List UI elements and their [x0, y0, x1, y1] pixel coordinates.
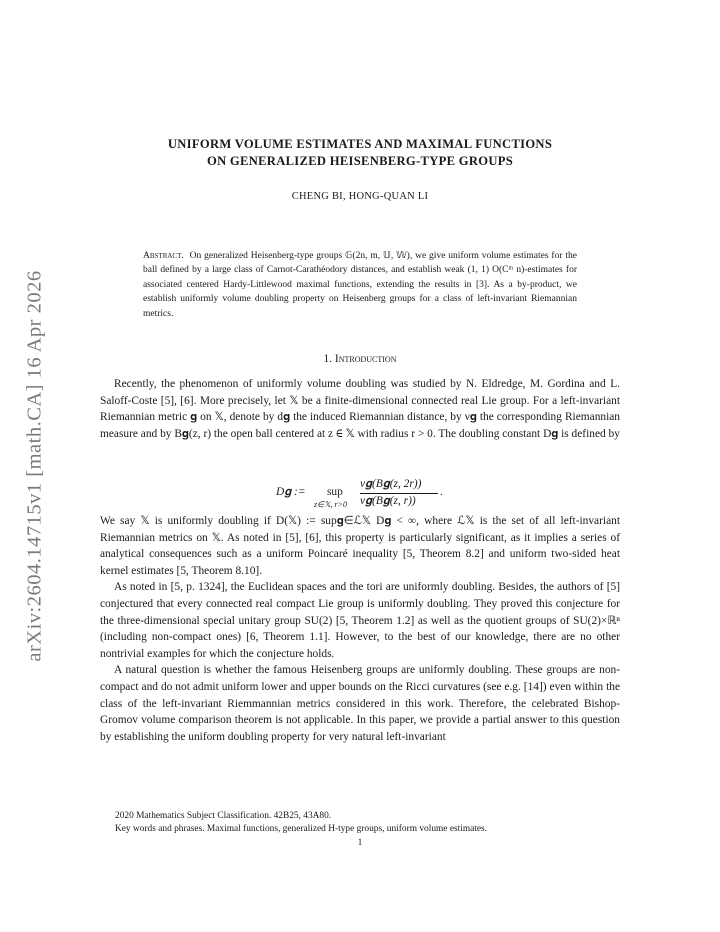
footnote-msc: 2020 Mathematics Subject Classification. 42B25, 43A80. — [115, 811, 332, 821]
formula-lhs: D𝐠 := — [276, 486, 306, 498]
body-text-bottom — [100, 513, 620, 745]
paper-title-line-1: UNIFORM VOLUME ESTIMATES AND MAXIMAL FUNCTIONS — [167, 137, 553, 151]
paragraph-4: A natural question is whether the famous Heisenberg groups are uniformly doubling. These groups are non-compact and do not admit uniform lower and upper bounds on the Ricci curvatures (see e.g. [14]) even within the class of the left-invariant Riemmannian metrics considered in this work. Therefore, the celebrated Bishop-Gromov volume comparison theorem is not applicable. In this paper, we provide a partial answer to this question by establishing the uniform doubling property for very natural left-invariant — [100, 664, 620, 743]
formula-sup: sup — [327, 486, 343, 498]
formula-period: . — [440, 486, 443, 498]
author-list: CHENG BI, HONG-QUAN LI — [291, 191, 429, 202]
arxiv-identifier: arXiv:2604.14715v1 [math.CA] 16 Apr 2026 — [23, 270, 46, 662]
paragraph-2: We say 𝕏 is uniformly doubling if D(𝕏) := sup𝐠∈ℒ𝕏 D𝐠 < ∞, where ℒ𝕏 is the set of all left-invariant Riemannian metrics on 𝕏. As noted in [5], [6], this property is particularly significant, as it implies a series of analytical consequences such as a uniform Poincaré inequality [5, Theorem 8.2] and uniform two-sided heat kernel estimates [5, Theorem 8.10]. — [100, 515, 620, 577]
formula-sup-subscript: z∈𝕏, r>0 — [314, 500, 348, 509]
body-text-top — [100, 376, 620, 442]
paragraph-3: As noted in [5, p. 1324], the Euclidean spaces and the tori are uniformly doubling. Besides, the authors of [5] conjectured that every connected real compact Lie group is uniformly doubling. They proved this conjecture for the three-dimensional special unitary group SU(2) [5, Theorem 1.2] as well as the quotient groups of SU(2)×ℝⁿ (including non-compact ones) [6, Theorem 1.1]. However, to the best of our knowledge, there are no other nontrivial examples for which the conjecture holds. — [100, 581, 620, 660]
abstract-text: On generalized Heisenberg-type groups 𝔾(2n, m, 𝕌, 𝕎), we give uniform volume estimates for the ball defined by a large class of Carnot-Carathéodory distances, and establish weak (1, 1) O(Cᵐ n)-estimates for associated centered Hardy-Littlewood maximal functions, extending the results in [3]. As a by-product, we establish uniformly volume doubling property on Heisenberg groups for a class of left-invariant Riemannian metrics. — [143, 251, 577, 319]
section-title: Introduction — [334, 353, 397, 365]
formula-denominator: ν𝐠(B𝐠(z, r)) — [360, 495, 416, 507]
arxiv-side-stamp — [0, 0, 60, 932]
formula-numerator: ν𝐠(B𝐠(z, 2r)) — [360, 478, 422, 490]
section-heading — [100, 353, 620, 365]
abstract — [143, 249, 577, 321]
doubling-constant-formula — [276, 478, 476, 512]
abstract-label: Abstract. — [143, 251, 184, 261]
footnote-keywords: Key words and phrases. Maximal functions, generalized H-type groups, uniform volume estimates. — [115, 824, 488, 834]
fraction-bar — [360, 493, 438, 494]
paper-title-line-2: ON GENERALIZED HEISENBERG-TYPE GROUPS — [206, 154, 514, 168]
page-number: 1 — [357, 838, 363, 848]
paragraph-1: Recently, the phenomenon of uniformly volume doubling was studied by N. Eldredge, M. Gordina and L. Saloff-Coste [5], [6]. More precisely, let 𝕏 be a finite-dimensional connected real Lie group. For a left-invariant Riemannian metric 𝐠 on 𝕏, denote by d𝐠 the induced Riemannian distance, by ν𝐠 the corresponding Riemannian measure and by B𝐠(z, r) the open ball centered at z ∈ 𝕏 with radius r > 0. The doubling constant D𝐠 is defined by — [100, 378, 620, 440]
section-number: 1. — [323, 353, 333, 365]
